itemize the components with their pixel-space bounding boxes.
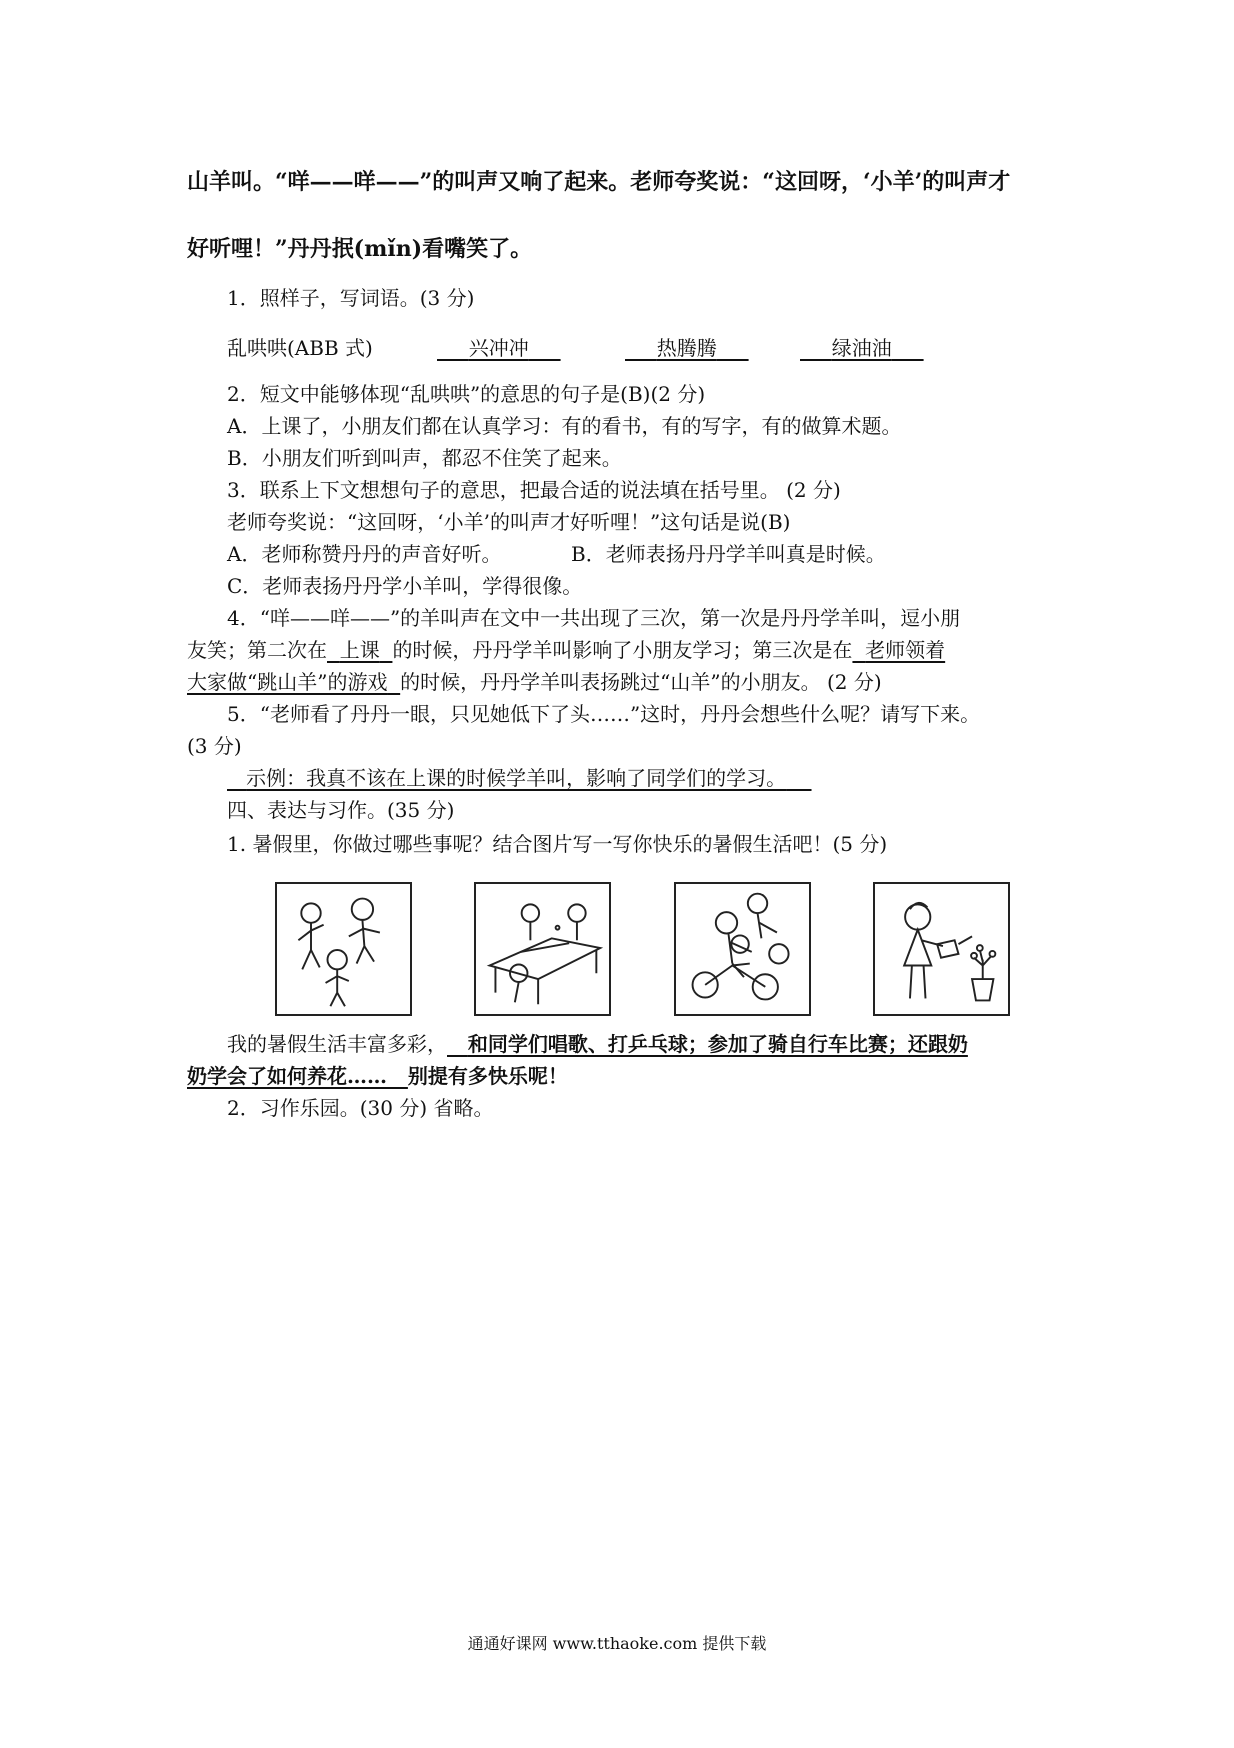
q2-option-a: A．上课了，小朋友们都在认真学习：有的看书，有的写字，有的做算术题。 <box>227 414 902 438</box>
q1-example: 乱哄哄(ABB 式) <box>227 336 373 360</box>
q4-line-1: 4．“咩——咩——”的羊叫声在文中一共出现了三次，第一次是丹丹学羊叫，逗小朋 <box>227 606 961 630</box>
watering-flowers-illustration <box>875 884 1008 1014</box>
picture-riding-bikes <box>674 882 811 1016</box>
q4-line-3: 大家做“跳山羊”的游戏 的时候，丹丹学羊叫表扬跳过“山羊”的小朋友。 (2 分) <box>187 670 882 694</box>
q2-prompt: 2．短文中能够体现“乱哄哄”的意思的句子是(B)(2 分) <box>227 382 706 406</box>
passage-line-2: 好听哩！”丹丹抿(mǐn)看嘴笑了。 <box>187 236 533 262</box>
q3-prompt: 3．联系上下文想想句子的意思，把最合适的说法填在括号里。 (2 分) <box>227 478 841 502</box>
q5-score: (3 分) <box>187 734 242 758</box>
q5-line-1: 5．“老师看了丹丹一眼，只见她低下了头……”这时，丹丹会想些什么呢？请写下来。 <box>227 702 981 726</box>
q1-answer-3: 绿油油 <box>831 336 892 360</box>
q1-answer-2: 热腾腾 <box>656 336 717 360</box>
section4-q1-answer-line-1: 我的暑假生活丰富多彩， 和同学们唱歌、打乒乓球；参加了骑自行车比赛；还跟奶 <box>227 1032 968 1056</box>
section4-answer-2: 奶学会了如何养花…… <box>187 1064 387 1088</box>
q3-option-b: B．老师表扬丹丹学羊叫真是时候。 <box>571 542 886 566</box>
q4-answer-2a: 老师领着 <box>865 638 946 662</box>
footer-credit: 通通好课网 www.tthaoke.com 提供下载 <box>467 1634 767 1653</box>
table-tennis-illustration <box>476 884 609 1014</box>
section4-answer-1: 和同学们唱歌、打乒乓球；参加了骑自行车比赛；还跟奶 <box>467 1032 968 1056</box>
q2-option-b: B．小朋友们听到叫声，都忍不住笑了起来。 <box>227 446 622 470</box>
q4-line-2: 友笑；第二次在 上课 的时候，丹丹学羊叫影响了小朋友学习；第三次是在 老师领着 <box>187 638 946 662</box>
q5-answer: 示例：我真不该在上课的时候学羊叫，影响了同学们的学习。 <box>246 766 787 790</box>
q3-option-c: C．老师表扬丹丹学小羊叫，学得很像。 <box>227 574 583 598</box>
q1-answer-1: 兴冲冲 <box>468 336 529 360</box>
q4-answer-1: 上课 <box>339 638 380 662</box>
section4-q1: 1. 暑假里，你做过哪些事呢？结合图片写一写你快乐的暑假生活吧！(5 分) <box>227 832 888 856</box>
q3-quote: 老师夸奖说：“这回呀，‘小羊’的叫声才好听哩！”这句话是说(B) <box>227 510 791 534</box>
section4-q2: 2．习作乐园。(30 分) 省略。 <box>227 1096 494 1120</box>
picture-watering-flowers <box>873 882 1010 1016</box>
children-singing-illustration <box>277 884 410 1014</box>
picture-table-tennis <box>474 882 611 1016</box>
picture-children-singing <box>275 882 412 1016</box>
section4-title: 四、表达与习作。(35 分) <box>227 798 455 822</box>
riding-bikes-illustration <box>676 884 809 1014</box>
q4-answer-2b: 大家做“跳山羊”的游戏 <box>187 670 388 694</box>
q1-prompt: 1．照样子，写词语。(3 分) <box>227 286 475 310</box>
passage-line-1: 山羊叫。“咩——咩——”的叫声又响了起来。老师夸奖说：“这回呀，‘小羊’的叫声才 <box>187 169 1011 195</box>
section4-q1-answer-line-2: 奶学会了如何养花…… 别提有多快乐呢！ <box>187 1064 568 1088</box>
q3-option-a: A．老师称赞丹丹的声音好听。 <box>227 542 502 566</box>
